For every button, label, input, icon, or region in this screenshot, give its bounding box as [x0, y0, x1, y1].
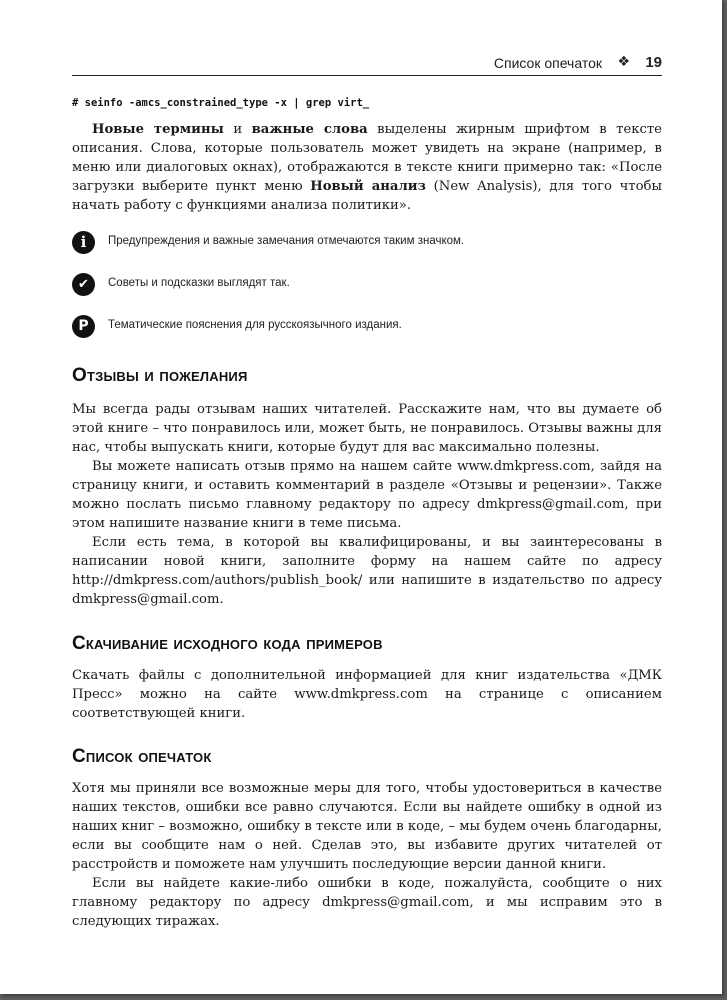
errata-paragraph-2: Если вы найдете какие-либо ошибки в коде, пожалуйста, сообщите о них главному редактору по адресу dmkpress@gmail.com, и мы исправим это в следующих тиражах.: [72, 876, 662, 929]
section-heading-errata: Список опечаток: [72, 746, 212, 767]
info-icon: i: [72, 231, 95, 254]
running-header: [72, 55, 662, 76]
intro-paragraph: Новые термины и важные слова выделены жирным шрифтом в тексте описания. Слова, которые пользователь может увидеть на экране (например, в меню или диалоговых окнах), отображаются в тексте книги примерно так: «После загрузки выберите пункт меню Новый анализ (New Analysis), для того чтобы начать работу с функциями анализа политики».: [72, 122, 662, 213]
intro-bold-menu: Новый анализ: [310, 179, 426, 194]
note-warning-text: Предупреждения и важные замечания отмечаются таким значком.: [108, 235, 465, 247]
note-tip-text: Советы и подсказки выглядят так.: [108, 277, 290, 289]
feedback-paragraph-3: Если есть тема, в которой вы квалифицированы, и вы заинтересованы в написании новой книги, заполните форму на нашем сайте по адресу http://dmkpress.com/authors/publish_book/ или напишите в издательство по адресу dmkpress@gmail.com.: [72, 535, 662, 607]
code-line: # seinfo -amcs_constrained_type -x | grep virt_: [72, 97, 370, 109]
errata-paragraph-1: Хотя мы приняли все возможные меры для того, чтобы удостовериться в качестве наших текстов, ошибки все равно случаются. Если вы найдете ошибку в одной из наших книг – возможно, ошибку в тексте или в коде, – мы будем очень благодарны, если вы сообщите нам о ней. Сделав это, вы избавите других читателей от расстройств и поможете нам улучшить последующие версии данной книги.: [72, 781, 662, 872]
intro-bold-terms: Новые термины: [92, 122, 224, 137]
intro-bold-words: важные слова: [251, 122, 368, 137]
note-warning: [72, 231, 662, 255]
feedback-paragraph-1: Мы всегда рады отзывам наших читателей. Расскажите нам, что вы думаете об этой книге – что понравилось или, может быть, не понравилось. Отзывы важны для нас, чтобы выпускать книги, которые будут для вас максимально полезны.: [72, 402, 662, 455]
feedback-paragraph-2: Вы можете написать отзыв прямо на нашем сайте www.dmkpress.com, зайдя на страницу книги, и оставить комментарий в разделе «Отзывы и рецензии». Также можно послать письмо главному редактору по адресу dmkpress@gmail.com, при этом напишите название книги в теме письма.: [72, 459, 662, 531]
note-tip: [72, 273, 662, 297]
section-heading-feedback: Отзывы и пожелания: [72, 365, 248, 386]
check-icon: ✔: [72, 273, 95, 296]
header-title: Список опечаток: [493, 55, 602, 71]
section-heading-download: Скачивание исходного кода примеров: [72, 633, 383, 654]
russian-edition-icon: P: [72, 315, 95, 338]
page-number: 19: [645, 54, 662, 71]
note-russian-edition: [72, 315, 662, 339]
download-paragraph: Скачать файлы с дополнительной информацией для книг издательства «ДМК Пресс» можно на сайте www.dmkpress.com на странице с описанием соответствующей книги.: [72, 668, 662, 721]
note-russian-edition-text: Тематические пояснения для русскоязычного издания.: [108, 319, 402, 331]
diamond-ornament-icon: ❖: [617, 54, 630, 70]
